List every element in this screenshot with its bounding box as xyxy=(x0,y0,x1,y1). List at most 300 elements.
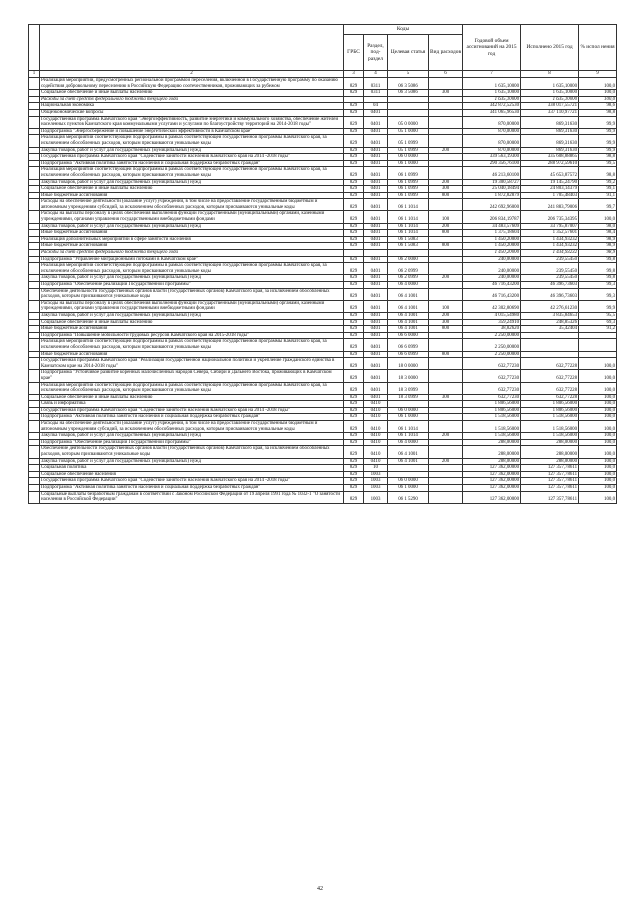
cell-percent: 99,5 xyxy=(579,160,617,167)
cell-percent: 100,0 xyxy=(579,491,617,503)
cell-razdel: 0410 xyxy=(364,446,388,458)
cell-index xyxy=(29,312,40,319)
cell-grbs: 829 xyxy=(344,471,364,478)
cell-expense-name: Расходы на выплаты персоналу в целях обеспечения выполнения функций государственными (муниципальными) органами, казенными учреждениями, органами управления государственными внебюджетными фондами xyxy=(40,211,344,223)
cell-plan: 342 872,52530 xyxy=(463,103,521,110)
table-row xyxy=(29,478,617,485)
cell-plan: 870,00000 xyxy=(463,128,521,135)
cell-razdel: 0401 xyxy=(364,263,388,275)
cell-expense-type: 100 xyxy=(429,211,463,223)
cell-expense-type xyxy=(429,288,463,300)
cell-plan: 2 250,00000 xyxy=(463,332,521,339)
cell-expense-name: Подпрограмма "Активная политика занятости населения и социальная поддержка безработных граждан" xyxy=(40,414,344,421)
cell-razdel: 0401 xyxy=(364,179,388,186)
cell-razdel: 0410 xyxy=(364,433,388,440)
cell-expense-type: 300 xyxy=(429,319,463,326)
cell-index xyxy=(29,90,40,97)
cell-expense-name: Расходы на обеспечение деятельности (оказание услуг) учреждений, в том числе на предоставление государственным бюджетным и автономным учреждениям субсидий, за исключением обособленных расходов, которым присваиваются уникальные коды xyxy=(40,199,344,211)
cell-percent: 100,0 xyxy=(579,446,617,458)
cell-grbs: 829 xyxy=(344,332,364,339)
cell-expense-name: Государственная программа Камчатского края "Энергоэффективность, развитие энергетики и коммунального хозяйства, обеспечение жителей населенных пунктов Камчатского края коммунальными услугами и услугами по благоустройству территорий на 2014-2018 годы" xyxy=(40,116,344,128)
cell-expense-name: Иные бюджетные ассигнования xyxy=(40,192,344,199)
cell-expense-name: Реализация мероприятий соответствующей подпрограммы в рамках соответствующей государственной программы Камчатского края, за исключением обособленных расходов, которым присваиваются уникальные коды xyxy=(40,382,344,394)
cell-expense-name: Закупка товаров, работ и услуг для государственных (муниципальных) нужд xyxy=(40,312,344,319)
cell-percent: 98,9 xyxy=(579,250,617,257)
cell-grbs xyxy=(344,250,364,257)
cell-expense-name: Закупка товаров, работ и услуг для государственных (муниципальных) нужд xyxy=(40,223,344,230)
cell-target-article xyxy=(388,250,429,257)
cell-grbs: 829 xyxy=(344,339,364,351)
cell-fact: 288,00000 xyxy=(521,446,579,458)
cell-grbs: 829 xyxy=(344,401,364,408)
table-row xyxy=(29,288,617,300)
cell-index xyxy=(29,192,40,199)
cell-target-article: 06 6 0999 xyxy=(388,339,429,351)
cell-razdel: 0401 xyxy=(364,243,388,250)
cell-plan: 341 065,96530 xyxy=(463,109,521,116)
cell-index xyxy=(29,491,40,503)
table-row xyxy=(29,312,617,319)
cell-target-article: 18 0 0000 xyxy=(388,358,429,370)
table-row xyxy=(29,96,617,103)
cell-index xyxy=(29,263,40,275)
table-row xyxy=(29,491,617,503)
cell-expense-name: Подпрограмма "Активная политика занятости населения и социальная поддержка безработных граждан" xyxy=(40,160,344,167)
cell-fact: 42 276,61230 xyxy=(521,300,579,312)
cell-index xyxy=(29,186,40,193)
header-grbs: ГРБС xyxy=(344,35,364,71)
cell-expense-name: Подпрограмма "Управление миграционными потоками в Камчатском крае" xyxy=(40,256,344,263)
cell-target-article: 06 1 5290 xyxy=(388,491,429,503)
cell-index xyxy=(29,358,40,370)
cell-percent: 99,7 xyxy=(579,199,617,211)
cell-expense-type xyxy=(429,370,463,382)
cell-index xyxy=(29,465,40,472)
cell-razdel: 0401 xyxy=(364,351,388,358)
cell-target-article: 18 3 0999 xyxy=(388,382,429,394)
cell-grbs: 829 xyxy=(344,186,364,193)
cell-grbs: 829 xyxy=(344,394,364,401)
cell-razdel: 04 xyxy=(364,103,388,110)
cell-expense-name: Реализация мероприятий, предусмотренных региональной программой переселения, включенной в Государственную программу по оказанию содействия добровольному переселению в Российскую Федерацию соотечественников, проживающих за рубежом xyxy=(40,78,344,90)
table-row xyxy=(29,433,617,440)
cell-fact: 632,77228 xyxy=(521,394,579,401)
cell-target-article: 06 4 0000 xyxy=(388,439,429,446)
cell-target-article: 05 0 0000 xyxy=(388,116,429,128)
cell-plan: 34 483,57609 xyxy=(463,223,521,230)
cell-fact: 24 803,14379 xyxy=(521,186,579,193)
cell-target-article xyxy=(388,401,429,408)
cell-expense-type: 200 xyxy=(429,458,463,465)
cell-razdel: 0401 xyxy=(364,160,388,167)
cell-percent: 100,0 xyxy=(579,478,617,485)
cell-percent: 98,9 xyxy=(579,236,617,243)
cell-expense-type xyxy=(429,160,463,167)
cell-fact: 1 806,56000 xyxy=(521,407,579,414)
cell-plan: 240,00000 xyxy=(463,263,521,275)
table-row xyxy=(29,160,617,167)
cell-percent: 99,8 xyxy=(579,256,617,263)
cell-razdel: 0401 xyxy=(364,358,388,370)
cell-razdel: 0410 xyxy=(364,458,388,465)
cell-plan: 206 834,19787 xyxy=(463,211,521,223)
cell-plan: 127 362,00000 xyxy=(463,471,521,478)
cell-expense-type xyxy=(429,339,463,351)
table-row xyxy=(29,186,617,193)
cell-expense-name: Национальная экономика xyxy=(40,103,344,110)
cell-expense-name: Расходы за счет средств федерального бюджета текущего года xyxy=(40,250,344,257)
cell-expense-type: 800 xyxy=(429,243,463,250)
cell-razdel: 0410 xyxy=(364,414,388,421)
cell-target-article: 06 4 1001 xyxy=(388,300,429,312)
table-row xyxy=(29,250,617,257)
cell-plan: 870,00000 xyxy=(463,116,521,128)
cell-razdel: 0401 xyxy=(364,370,388,382)
cell-expense-name: Расходы на выплаты персоналу в целях обеспечения выполнения функций государственными (муниципальными) органами, казенными учреждениями, органами управления государственными внебюджетными фондами xyxy=(40,300,344,312)
column-number: 1 xyxy=(29,71,40,78)
cell-index xyxy=(29,135,40,147)
header-expense-type: Вид расходов xyxy=(429,35,463,71)
cell-fact: 206 735,34395 xyxy=(521,211,579,223)
cell-expense-type xyxy=(429,109,463,116)
table-row xyxy=(29,465,617,472)
cell-fact: 127 357,78611 xyxy=(521,465,579,472)
column-number: 7 xyxy=(463,71,521,78)
cell-expense-name: Государственная программа Камчатского края "Реализация государственной национальной политики и укрепление гражданского единства в Камчатском крае на 2014-2018 годы" xyxy=(40,358,344,370)
cell-index xyxy=(29,414,40,421)
cell-index xyxy=(29,167,40,179)
cell-grbs: 829 xyxy=(344,446,364,458)
cell-target-article: 06 1 5083 xyxy=(388,236,429,243)
cell-fact: 1 806,56000 xyxy=(521,401,579,408)
cell-target-article xyxy=(388,471,429,478)
cell-plan: 127 362,00000 xyxy=(463,478,521,485)
cell-percent: 100,0 xyxy=(579,458,617,465)
cell-fact: 1 635,10000 xyxy=(521,90,579,97)
table-row xyxy=(29,211,617,223)
cell-plan: 632,77230 xyxy=(463,358,521,370)
cell-razdel: 0401 xyxy=(364,128,388,135)
header-plan: Годовой объем ассигнований на 2015 год xyxy=(463,25,521,71)
cell-razdel: 1003 xyxy=(364,485,388,492)
table-row xyxy=(29,414,617,421)
cell-index xyxy=(29,230,40,237)
table-row xyxy=(29,394,617,401)
cell-target-article: 06 6 0000 xyxy=(388,332,429,339)
table-row xyxy=(29,230,617,237)
cell-percent: 100,0 xyxy=(579,96,617,103)
cell-plan: 4 015,54980 xyxy=(463,312,521,319)
cell-plan: 288,00000 xyxy=(463,446,521,458)
cell-grbs: 829 xyxy=(344,491,364,503)
cell-plan: 127 362,00000 xyxy=(463,491,521,503)
cell-razdel: 0401 xyxy=(364,339,388,351)
cell-index xyxy=(29,109,40,116)
table-row xyxy=(29,421,617,433)
cell-expense-name: Подпрограмма "Обеспечение реализации Государственной программы" xyxy=(40,282,344,289)
cell-percent: 100,0 xyxy=(579,439,617,446)
cell-plan: 632,77230 xyxy=(463,370,521,382)
cell-percent: 99,9 xyxy=(579,300,617,312)
cell-index xyxy=(29,199,40,211)
cell-fact xyxy=(521,339,579,351)
cell-expense-name: Государственная программа Камчатского края "Содействие занятости населения Камчатского края на 2014 -2018 годы" xyxy=(40,407,344,414)
cell-grbs: 829 xyxy=(344,421,364,433)
cell-target-article: 06 1 1014 xyxy=(388,433,429,440)
table-row xyxy=(29,192,617,199)
cell-plan: 1 450,20000 xyxy=(463,243,521,250)
cell-grbs: 829 xyxy=(344,230,364,237)
cell-index xyxy=(29,421,40,433)
cell-target-article: 06 4 1001 xyxy=(388,312,429,319)
cell-target-article: 06 0 0000 xyxy=(388,478,429,485)
cell-percent: 100,0 xyxy=(579,401,617,408)
cell-razdel: 0401 xyxy=(364,275,388,282)
cell-expense-type: 200 xyxy=(429,223,463,230)
cell-razdel: 0401 xyxy=(364,154,388,161)
table-row xyxy=(29,458,617,465)
cell-percent: 100,0 xyxy=(579,465,617,472)
cell-razdel: 0401 xyxy=(364,319,388,326)
cell-expense-name: Иные бюджетные ассигнования xyxy=(40,243,344,250)
cell-razdel: 0401 xyxy=(364,211,388,223)
cell-plan: 1 635,10000 xyxy=(463,96,521,103)
cell-percent: 99,9 xyxy=(579,135,617,147)
cell-fact: 45 653,87572 xyxy=(521,167,579,179)
cell-index xyxy=(29,446,40,458)
table-row xyxy=(29,339,617,351)
cell-razdel: 0401 xyxy=(364,282,388,289)
table-row xyxy=(29,135,617,147)
cell-expense-name: Социальные выплаты безработным гражданам в соответствии с Законом Российской Федерации от 19 апреля 1991 года № 1032-1 "О занятости населения в Российской Федерации" xyxy=(40,491,344,503)
cell-fact xyxy=(521,351,579,358)
cell-percent: 99,8 xyxy=(579,275,617,282)
cell-index xyxy=(29,211,40,223)
cell-plan: 1 872,82879 xyxy=(463,192,521,199)
cell-percent: 95,5 xyxy=(579,312,617,319)
cell-fact: 869,31630 xyxy=(521,128,579,135)
cell-expense-name: Расходы за счет средств федерального бюджета текущего года xyxy=(40,96,344,103)
cell-expense-type xyxy=(429,256,463,263)
cell-razdel: 0401 xyxy=(364,300,388,312)
cell-grbs: 829 xyxy=(344,90,364,97)
cell-fact: 869,31630 xyxy=(521,116,579,128)
cell-expense-type xyxy=(429,485,463,492)
cell-target-article: 06 4 1001 xyxy=(388,446,429,458)
cell-fact: 3 835,84653 xyxy=(521,312,579,319)
table-body xyxy=(29,78,617,504)
cell-razdel: 0311 xyxy=(364,78,388,90)
cell-grbs: 829 xyxy=(344,78,364,90)
cell-index xyxy=(29,485,40,492)
cell-percent: 91,2 xyxy=(579,326,617,333)
column-number: 6 xyxy=(429,71,463,78)
cell-razdel: 1003 xyxy=(364,491,388,503)
cell-grbs: 829 xyxy=(344,465,364,472)
header-fact: Исполнено 2015 год xyxy=(521,25,579,71)
cell-expense-type xyxy=(429,250,463,257)
table-row xyxy=(29,223,617,230)
cell-expense-type xyxy=(429,401,463,408)
cell-percent: 100,0 xyxy=(579,90,617,97)
cell-grbs: 829 xyxy=(344,256,364,263)
cell-expense-name: Расходы на обеспечение деятельности (оказание услуг) учреждений, в том числе на предоставление государственным бюджетным и автономным учреждениям субсидий, за исключением обособленных расходов, которым присваиваются уникальные коды xyxy=(40,421,344,433)
cell-razdel: 0401 xyxy=(364,186,388,193)
cell-fact: 288,00000 xyxy=(521,439,579,446)
cell-index xyxy=(29,256,40,263)
cell-percent: 100,0 xyxy=(579,485,617,492)
cell-expense-name: Закупка товаров, работ и услуг для государственных (муниципальных) нужд xyxy=(40,147,344,154)
table-row xyxy=(29,109,617,116)
cell-index xyxy=(29,288,40,300)
header-percent: % испол нения xyxy=(579,25,617,71)
cell-razdel: 0311 xyxy=(364,90,388,97)
cell-fact: 869,31630 xyxy=(521,135,579,147)
cell-plan: 870,00000 xyxy=(463,135,521,147)
cell-index xyxy=(29,250,40,257)
cell-expense-name: Закупка товаров, работ и услуг для государственных (муниципальных) нужд xyxy=(40,179,344,186)
cell-index xyxy=(29,471,40,478)
cell-index xyxy=(29,128,40,135)
cell-grbs: 829 xyxy=(344,192,364,199)
cell-expense-name: Общеэкономические вопросы xyxy=(40,109,344,116)
cell-percent: 98,9 xyxy=(579,243,617,250)
table-row xyxy=(29,358,617,370)
cell-grbs: 829 xyxy=(344,147,364,154)
cell-plan: 1 518,56000 xyxy=(463,433,521,440)
cell-percent: 100,0 xyxy=(579,433,617,440)
cell-plan: 19 300,58727 xyxy=(463,179,521,186)
cell-expense-type xyxy=(429,332,463,339)
cell-razdel: 0401 xyxy=(364,394,388,401)
cell-percent xyxy=(579,351,617,358)
cell-grbs: 829 xyxy=(344,236,364,243)
cell-fact: 46 396,73603 xyxy=(521,282,579,289)
cell-index xyxy=(29,339,40,351)
cell-expense-type xyxy=(429,382,463,394)
cell-grbs: 829 xyxy=(344,478,364,485)
cell-percent: 98,8 xyxy=(579,154,617,161)
table-row xyxy=(29,446,617,458)
cell-target-article: 06 3 5086 xyxy=(388,90,429,97)
table-row xyxy=(29,103,617,110)
cell-expense-type xyxy=(429,439,463,446)
cell-razdel: 1003 xyxy=(364,471,388,478)
cell-plan: 288,00000 xyxy=(463,458,521,465)
cell-fact: 1 635,10000 xyxy=(521,78,579,90)
cell-expense-name: Иные бюджетные ассигнования xyxy=(40,351,344,358)
cell-expense-type xyxy=(429,471,463,478)
cell-grbs: 829 xyxy=(344,319,364,326)
cell-expense-type xyxy=(429,407,463,414)
table-row xyxy=(29,199,617,211)
cell-expense-type: 800 xyxy=(429,326,463,333)
table-row xyxy=(29,439,617,446)
column-number: 3 xyxy=(344,71,364,78)
cell-plan: 46 716,43200 xyxy=(463,288,521,300)
cell-fact: 46 396,73603 xyxy=(521,288,579,300)
cell-razdel: 0401 xyxy=(364,109,388,116)
cell-target-article: 06 1 1014 xyxy=(388,230,429,237)
cell-razdel: 0401 xyxy=(364,223,388,230)
cell-plan: 288,00000 xyxy=(463,439,521,446)
cell-percent: 99,8 xyxy=(579,263,617,275)
cell-percent: 100,0 xyxy=(579,211,617,223)
cell-percent: 100,0 xyxy=(579,407,617,414)
cell-target-article: 06 0 0000 xyxy=(388,154,429,161)
header-codes: Коды xyxy=(344,25,463,35)
cell-percent: 100,0 xyxy=(579,382,617,394)
table-row xyxy=(29,147,617,154)
cell-target-article: 06 3 5086 xyxy=(388,78,429,90)
cell-percent xyxy=(579,332,617,339)
cell-expense-name: Реализация мероприятий соответствующей подпрограммы в рамках соответствующей государственной программы Камчатского края, за исключением обособленных расходов, которым присваиваются уникальные коды xyxy=(40,167,344,179)
cell-target-article: 05 1 0999 xyxy=(388,135,429,147)
cell-plan: 42 302,80690 xyxy=(463,300,521,312)
cell-index xyxy=(29,282,40,289)
cell-grbs: 829 xyxy=(344,179,364,186)
table-row xyxy=(29,332,617,339)
cell-expense-type: 800 xyxy=(429,230,463,237)
cell-expense-name: Иные бюджетные ассигнования xyxy=(40,230,344,237)
cell-fact: 239,55450 xyxy=(521,263,579,275)
cell-fact: 35,42404 xyxy=(521,326,579,333)
column-number: 2 xyxy=(40,71,344,78)
cell-plan: 2 250,00000 xyxy=(463,339,521,351)
cell-percent: 100,0 xyxy=(579,471,617,478)
cell-index xyxy=(29,147,40,154)
cell-plan: 242 692,96000 xyxy=(463,199,521,211)
cell-percent: 100,0 xyxy=(579,358,617,370)
cell-razdel: 0410 xyxy=(364,401,388,408)
table-row xyxy=(29,351,617,358)
cell-razdel: 0410 xyxy=(364,407,388,414)
cell-expense-type xyxy=(429,491,463,503)
cell-expense-name: Реализация мероприятий соответствующей подпрограммы в рамках соответствующей государственной программы Камчатского края, за исключением обособленных расходов, которым присваиваются уникальные коды xyxy=(40,339,344,351)
cell-target-article xyxy=(388,465,429,472)
cell-percent: 98,0 xyxy=(579,223,617,230)
cell-grbs: 829 xyxy=(344,312,364,319)
cell-target-article: 06 1 1014 xyxy=(388,211,429,223)
cell-plan: 46 213,60100 xyxy=(463,167,521,179)
cell-fact: 338 017,55721 xyxy=(521,103,579,110)
cell-fact: 288 972,59610 xyxy=(521,160,579,167)
cell-expense-name: Государственная программа Камчатского края "Содействие занятости населения Камчатского края на 2014 -2018 годы" xyxy=(40,154,344,161)
cell-plan: 1 806,56000 xyxy=(463,407,521,414)
cell-fact: 33 795,87007 xyxy=(521,223,579,230)
cell-percent: 100,0 xyxy=(579,414,617,421)
cell-fact: 632,77228 xyxy=(521,358,579,370)
cell-grbs: 829 xyxy=(344,358,364,370)
cell-percent: 99,2 xyxy=(579,179,617,186)
cell-plan: 46 716,43200 xyxy=(463,282,521,289)
cell-plan: 290 356,76100 xyxy=(463,160,521,167)
cell-expense-name: Закупка товаров, работ и услуг для государственных (муниципальных) нужд xyxy=(40,275,344,282)
column-number: 4 xyxy=(364,71,388,78)
cell-target-article: 06 4 1001 xyxy=(388,288,429,300)
table-row xyxy=(29,370,617,382)
cell-grbs: 829 xyxy=(344,326,364,333)
cell-expense-type: 200 xyxy=(429,275,463,282)
cell-grbs: 829 xyxy=(344,243,364,250)
column-number: 9 xyxy=(579,71,617,78)
cell-expense-type xyxy=(429,263,463,275)
cell-expense-name: Закупка товаров, работ и услуг для государственных (муниципальных) нужд xyxy=(40,433,344,440)
cell-expense-name: Социальная политика xyxy=(40,465,344,472)
cell-fact: 1 352,57601 xyxy=(521,230,579,237)
cell-expense-name: Подпрограмма "Устойчивое развитие коренных малочисленных народов Севера, Сибири и Дальнего Востока, проживающих в Камчатском крае" xyxy=(40,370,344,382)
cell-index xyxy=(29,78,40,90)
